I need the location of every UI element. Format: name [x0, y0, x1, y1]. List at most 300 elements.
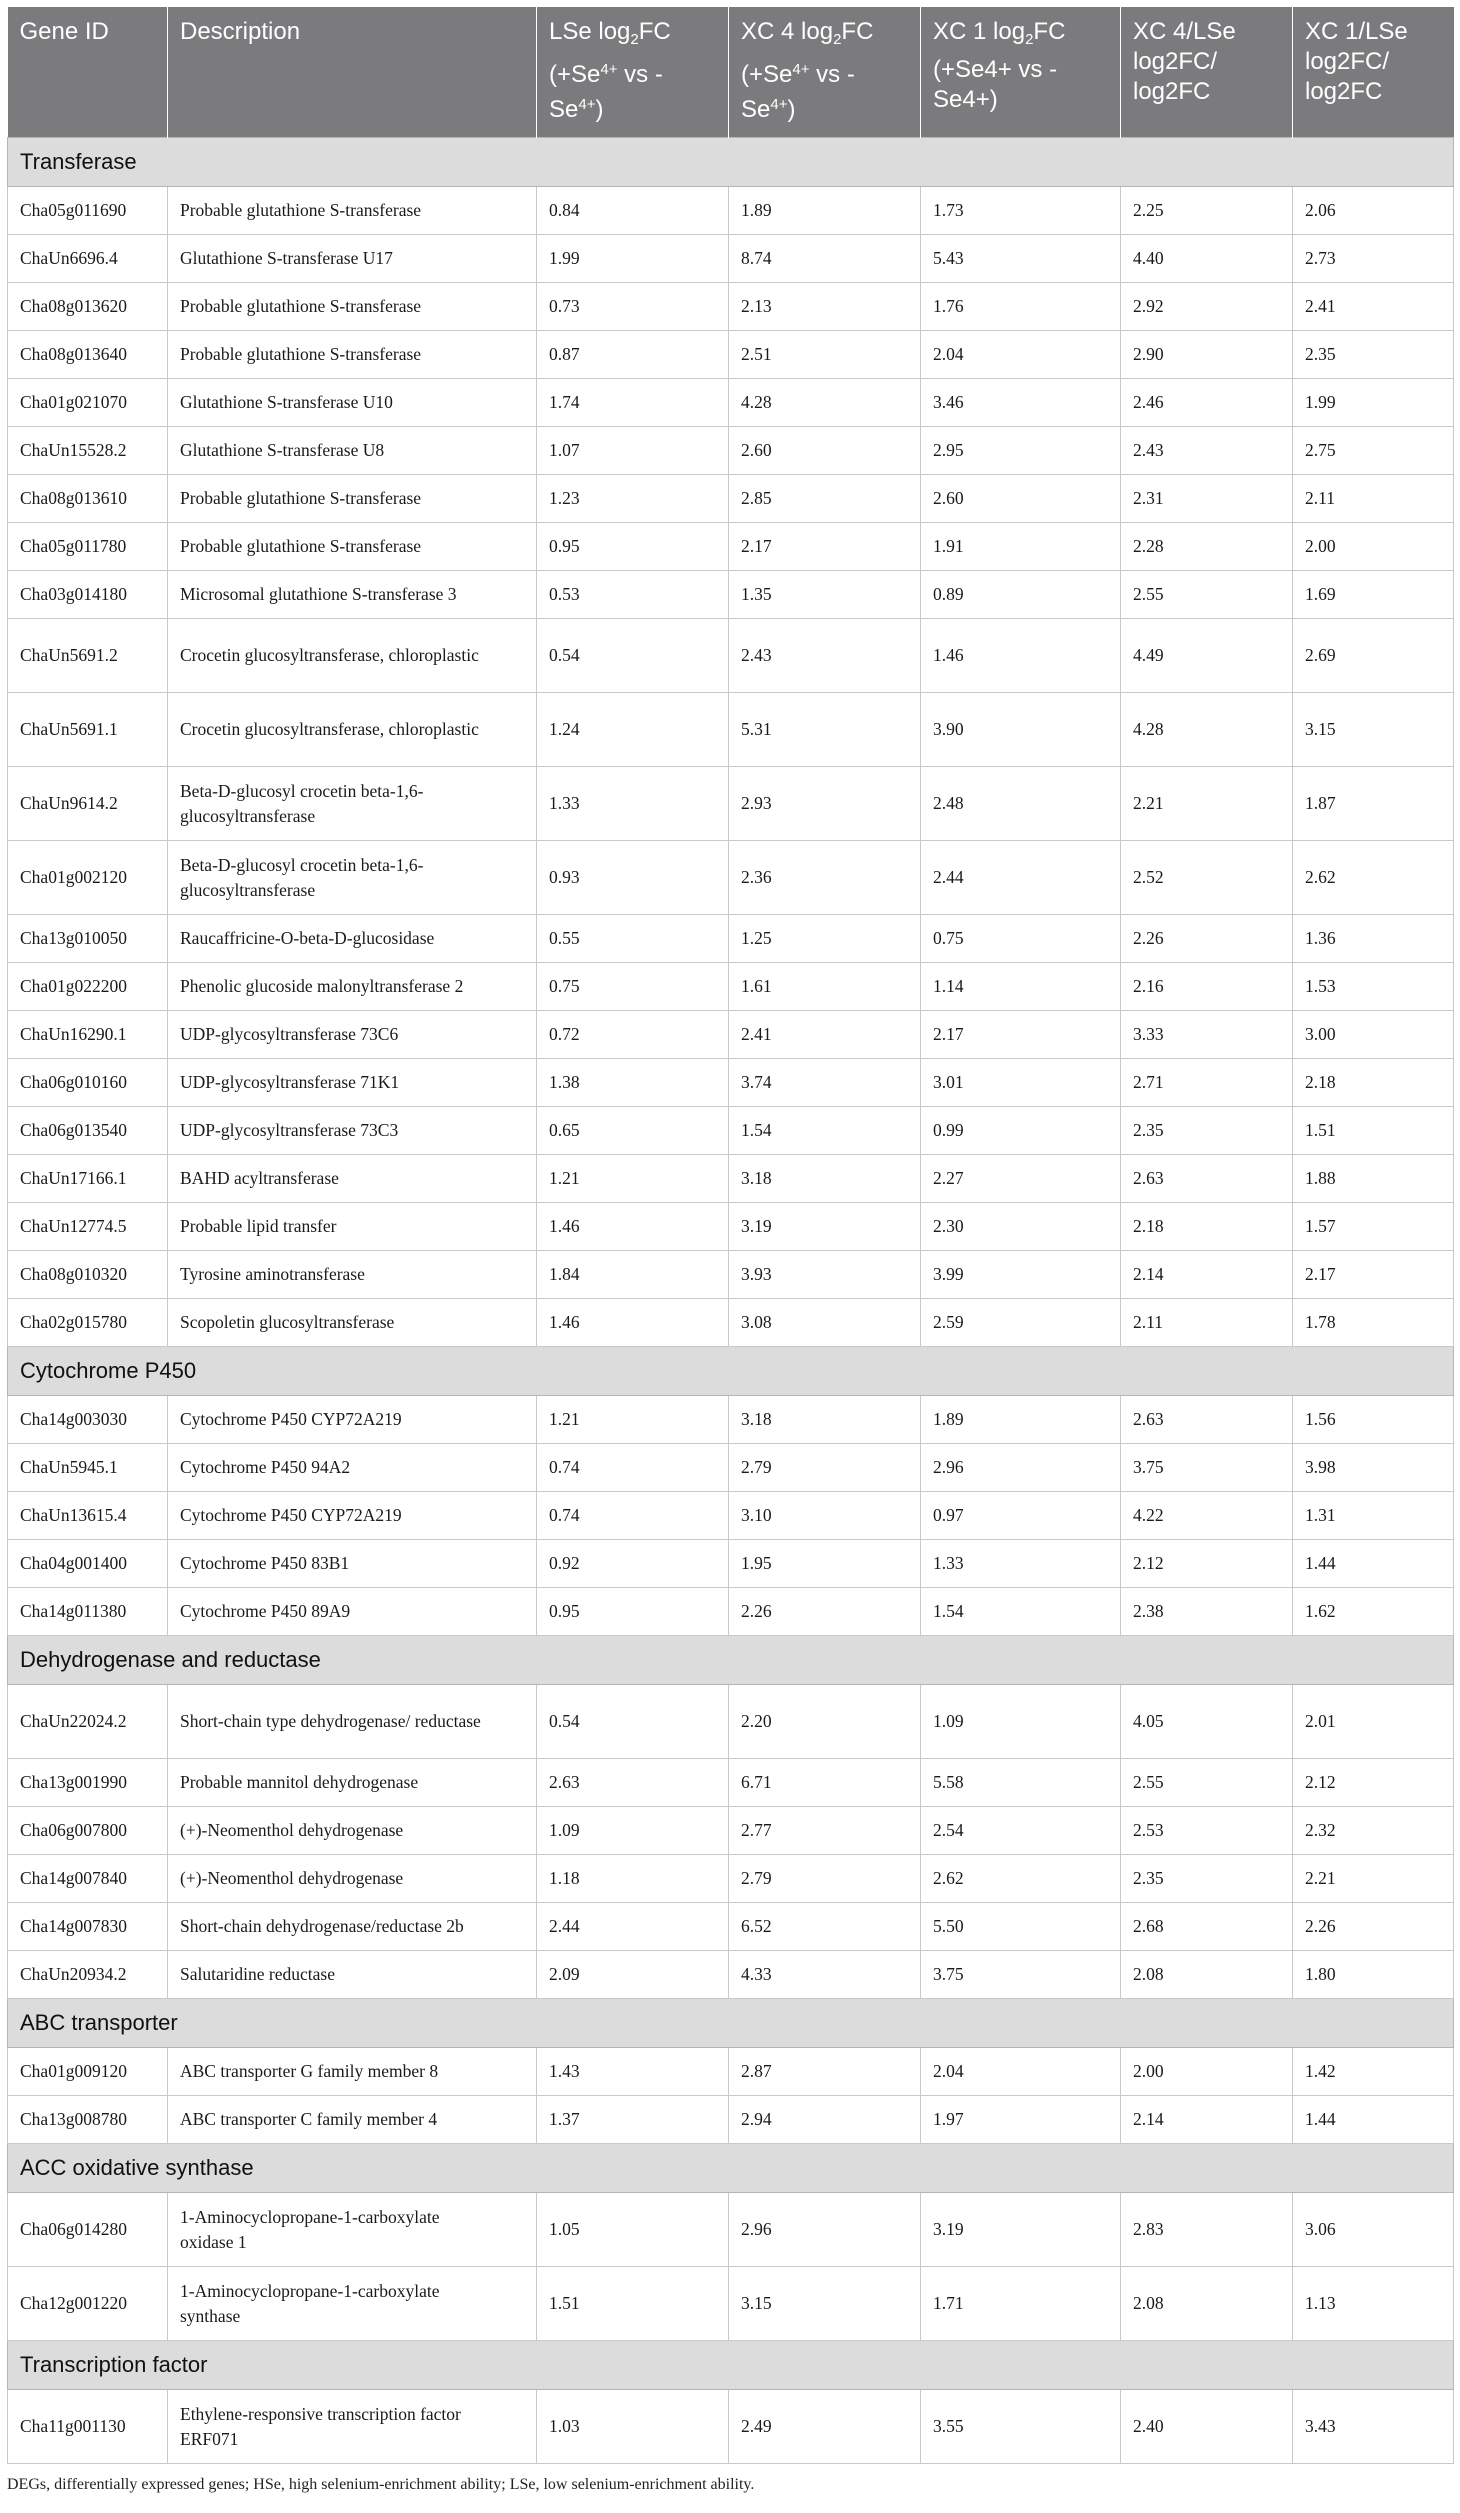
xc1-lse-ratio-cell: 1.42 [1293, 2048, 1454, 2096]
description-cell: Probable mannitol dehydrogenase [168, 1759, 537, 1807]
table-row [8, 915, 1454, 963]
gene-id-cell: Cha05g011690 [8, 187, 168, 235]
xc4-lse-ratio-cell: 3.33 [1121, 1011, 1293, 1059]
xc4-lse-ratio-cell: 2.18 [1121, 1203, 1293, 1251]
section-header-row [8, 1636, 1454, 1685]
xc1-log2fc-cell: 2.60 [921, 475, 1121, 523]
description-cell: Scopoletin glucosyltransferase [168, 1299, 537, 1347]
gene-id-cell: Cha14g011380 [8, 1588, 168, 1636]
table-row [8, 1588, 1454, 1636]
section-title: Dehydrogenase and reductase [8, 1636, 1454, 1685]
table-row [8, 1903, 1454, 1951]
gene-id-cell: Cha14g007830 [8, 1903, 168, 1951]
xc4-lse-ratio-cell: 2.43 [1121, 427, 1293, 475]
header-xc1-lse-ratio: XC 1/LSe log2FC/ log2FC [1293, 7, 1454, 138]
xc1-lse-ratio-cell: 1.80 [1293, 1951, 1454, 1999]
xc4-lse-ratio-cell: 3.75 [1121, 1444, 1293, 1492]
xc4-log2fc-cell: 5.31 [729, 693, 921, 767]
gene-id-cell: ChaUn15528.2 [8, 427, 168, 475]
gene-id-cell: Cha11g001130 [8, 2390, 168, 2464]
gene-id-cell: ChaUn13615.4 [8, 1492, 168, 1540]
gene-id-cell: ChaUn20934.2 [8, 1951, 168, 1999]
table-row [8, 571, 1454, 619]
description-cell: Beta-D-glucosyl crocetin beta-1,6-glucosyltransferase [168, 767, 537, 841]
xc1-log2fc-cell: 2.54 [921, 1807, 1121, 1855]
lse-log2fc-cell: 0.95 [537, 523, 729, 571]
header-xc4-part-a: XC 4 log [741, 18, 834, 45]
xc4-lse-ratio-cell: 2.35 [1121, 1107, 1293, 1155]
xc1-lse-ratio-cell: 2.01 [1293, 1685, 1454, 1759]
description-cell: Crocetin glucosyltransferase, chloroplastic [168, 693, 537, 767]
header-xc4-part-b: FC (+Se [741, 18, 874, 88]
xc4-lse-ratio-cell: 2.55 [1121, 1759, 1293, 1807]
xc1-lse-ratio-cell: 1.51 [1293, 1107, 1454, 1155]
xc1-lse-ratio-cell: 1.88 [1293, 1155, 1454, 1203]
xc4-lse-ratio-cell: 2.90 [1121, 331, 1293, 379]
lse-log2fc-cell: 0.93 [537, 841, 729, 915]
description-cell: Glutathione S-transferase U17 [168, 235, 537, 283]
xc4-log2fc-cell: 3.10 [729, 1492, 921, 1540]
xc1-lse-ratio-cell: 2.11 [1293, 475, 1454, 523]
xc1-lse-ratio-cell: 1.57 [1293, 1203, 1454, 1251]
header-xc4-sup2: 4+ [770, 96, 788, 113]
table-row [8, 2390, 1454, 2464]
lse-log2fc-cell: 1.51 [537, 2267, 729, 2341]
xc1-lse-ratio-cell: 1.78 [1293, 1299, 1454, 1347]
xc1-log2fc-cell: 3.55 [921, 2390, 1121, 2464]
xc1-log2fc-cell: 1.33 [921, 1540, 1121, 1588]
lse-log2fc-cell: 1.46 [537, 1203, 729, 1251]
xc1-log2fc-cell: 5.43 [921, 235, 1121, 283]
gene-id-cell: Cha06g007800 [8, 1807, 168, 1855]
xc1-log2fc-cell: 0.89 [921, 571, 1121, 619]
xc4-log2fc-cell: 2.79 [729, 1444, 921, 1492]
description-cell: BAHD acyltransferase [168, 1155, 537, 1203]
xc1-lse-ratio-cell: 3.00 [1293, 1011, 1454, 1059]
section-header-row [8, 138, 1454, 187]
lse-log2fc-cell: 1.38 [537, 1059, 729, 1107]
gene-id-cell: Cha01g009120 [8, 2048, 168, 2096]
xc4-lse-ratio-cell: 2.25 [1121, 187, 1293, 235]
gene-id-cell: Cha04g001400 [8, 1540, 168, 1588]
xc1-lse-ratio-cell: 3.98 [1293, 1444, 1454, 1492]
xc1-lse-ratio-cell: 2.26 [1293, 1903, 1454, 1951]
description-cell: Ethylene-responsive transcription factor ERF071 [168, 2390, 537, 2464]
description-cell: UDP-glycosyltransferase 71K1 [168, 1059, 537, 1107]
description-cell: (+)-Neomenthol dehydrogenase [168, 1807, 537, 1855]
lse-log2fc-cell: 2.63 [537, 1759, 729, 1807]
gene-id-cell: ChaUn17166.1 [8, 1155, 168, 1203]
lse-log2fc-cell: 0.65 [537, 1107, 729, 1155]
xc4-lse-ratio-cell: 2.40 [1121, 2390, 1293, 2464]
description-cell: Probable glutathione S-transferase [168, 187, 537, 235]
xc1-lse-ratio-cell: 2.73 [1293, 235, 1454, 283]
xc4-lse-ratio-cell: 2.53 [1121, 1807, 1293, 1855]
section-title: ACC oxidative synthase [8, 2144, 1454, 2193]
xc4-log2fc-cell: 3.18 [729, 1155, 921, 1203]
gene-id-cell: Cha12g001220 [8, 2267, 168, 2341]
header-xc4-log2fc [729, 7, 921, 138]
gene-id-cell: Cha01g021070 [8, 379, 168, 427]
xc4-log2fc-cell: 2.79 [729, 1855, 921, 1903]
lse-log2fc-cell: 0.87 [537, 331, 729, 379]
xc4-log2fc-cell: 2.87 [729, 2048, 921, 2096]
xc4-lse-ratio-cell: 4.05 [1121, 1685, 1293, 1759]
gene-id-cell: Cha06g013540 [8, 1107, 168, 1155]
description-cell: Raucaffricine-O-beta-D-glucosidase [168, 915, 537, 963]
xc4-log2fc-cell: 1.89 [729, 187, 921, 235]
description-cell: Cytochrome P450 94A2 [168, 1444, 537, 1492]
table-row [8, 523, 1454, 571]
table-row [8, 1951, 1454, 1999]
lse-log2fc-cell: 1.07 [537, 427, 729, 475]
xc1-log2fc-cell: 2.95 [921, 427, 1121, 475]
xc4-log2fc-cell: 2.85 [729, 475, 921, 523]
table-row [8, 331, 1454, 379]
xc4-log2fc-cell: 1.35 [729, 571, 921, 619]
xc1-lse-ratio-cell: 2.12 [1293, 1759, 1454, 1807]
gene-id-cell: Cha08g013640 [8, 331, 168, 379]
xc1-log2fc-cell: 1.09 [921, 1685, 1121, 1759]
lse-log2fc-cell: 0.75 [537, 963, 729, 1011]
lse-log2fc-cell: 1.74 [537, 379, 729, 427]
xc4-lse-ratio-cell: 2.11 [1121, 1299, 1293, 1347]
xc4-log2fc-cell: 2.17 [729, 523, 921, 571]
table-row [8, 767, 1454, 841]
lse-log2fc-cell: 0.54 [537, 619, 729, 693]
table-row [8, 1107, 1454, 1155]
xc4-lse-ratio-cell: 2.28 [1121, 523, 1293, 571]
xc4-log2fc-cell: 3.74 [729, 1059, 921, 1107]
section-title: Cytochrome P450 [8, 1347, 1454, 1396]
xc4-log2fc-cell: 2.77 [729, 1807, 921, 1855]
xc1-lse-ratio-cell: 2.41 [1293, 283, 1454, 331]
xc1-log2fc-cell: 1.71 [921, 2267, 1121, 2341]
xc4-lse-ratio-cell: 2.83 [1121, 2193, 1293, 2267]
lse-log2fc-cell: 0.53 [537, 571, 729, 619]
xc4-log2fc-cell: 3.18 [729, 1396, 921, 1444]
lse-log2fc-cell: 0.73 [537, 283, 729, 331]
lse-log2fc-cell: 0.72 [537, 1011, 729, 1059]
lse-log2fc-cell: 0.74 [537, 1444, 729, 1492]
table-row [8, 1059, 1454, 1107]
lse-log2fc-cell: 0.92 [537, 1540, 729, 1588]
description-cell: Microsomal glutathione S-transferase 3 [168, 571, 537, 619]
header-lse-part-d: ) [595, 96, 604, 123]
lse-log2fc-cell: 2.44 [537, 1903, 729, 1951]
description-cell: Probable lipid transfer [168, 1203, 537, 1251]
section-header-row [8, 2144, 1454, 2193]
section-header-row [8, 2341, 1454, 2390]
xc1-lse-ratio-cell: 3.06 [1293, 2193, 1454, 2267]
lse-log2fc-cell: 1.18 [537, 1855, 729, 1903]
xc4-lse-ratio-cell: 2.26 [1121, 915, 1293, 963]
header-lse-part-a: LSe log [549, 18, 631, 45]
section-title: Transferase [8, 138, 1454, 187]
description-cell: UDP-glycosyltransferase 73C3 [168, 1107, 537, 1155]
xc4-lse-ratio-cell: 4.28 [1121, 693, 1293, 767]
lse-log2fc-cell: 1.23 [537, 475, 729, 523]
xc1-log2fc-cell: 2.04 [921, 331, 1121, 379]
table-row [8, 2267, 1454, 2341]
xc4-log2fc-cell: 3.93 [729, 1251, 921, 1299]
table-row [8, 1203, 1454, 1251]
xc1-log2fc-cell: 3.99 [921, 1251, 1121, 1299]
xc4-lse-ratio-cell: 2.21 [1121, 767, 1293, 841]
description-cell: Cytochrome P450 89A9 [168, 1588, 537, 1636]
header-lse-sub: 2 [630, 31, 639, 48]
lse-log2fc-cell: 0.54 [537, 1685, 729, 1759]
xc1-lse-ratio-cell: 1.62 [1293, 1588, 1454, 1636]
table-row [8, 2048, 1454, 2096]
description-cell: Probable glutathione S-transferase [168, 283, 537, 331]
xc1-lse-ratio-cell: 1.56 [1293, 1396, 1454, 1444]
xc4-log2fc-cell: 2.96 [729, 2193, 921, 2267]
xc1-log2fc-cell: 0.99 [921, 1107, 1121, 1155]
xc1-log2fc-cell: 1.14 [921, 963, 1121, 1011]
header-lse-part-c: vs -Se [549, 61, 663, 123]
header-lse-log2fc [537, 7, 729, 138]
xc1-log2fc-cell: 2.04 [921, 2048, 1121, 2096]
xc1-log2fc-cell: 2.59 [921, 1299, 1121, 1347]
xc4-log2fc-cell: 1.61 [729, 963, 921, 1011]
gene-id-cell: Cha06g014280 [8, 2193, 168, 2267]
header-xc1-part-a: XC 1 log [933, 18, 1026, 45]
gene-id-cell: Cha02g015780 [8, 1299, 168, 1347]
lse-log2fc-cell: 1.37 [537, 2096, 729, 2144]
table-row [8, 1855, 1454, 1903]
description-cell: Glutathione S-transferase U8 [168, 427, 537, 475]
description-cell: Probable glutathione S-transferase [168, 331, 537, 379]
description-cell: Cytochrome P450 CYP72A219 [168, 1396, 537, 1444]
description-cell: Probable glutathione S-transferase [168, 475, 537, 523]
table-row [8, 475, 1454, 523]
table-row [8, 379, 1454, 427]
description-cell: Cytochrome P450 CYP72A219 [168, 1492, 537, 1540]
lse-log2fc-cell: 0.55 [537, 915, 729, 963]
xc4-log2fc-cell: 3.08 [729, 1299, 921, 1347]
table-header [8, 7, 1454, 138]
xc4-log2fc-cell: 2.49 [729, 2390, 921, 2464]
xc1-lse-ratio-cell: 3.15 [1293, 693, 1454, 767]
xc1-lse-ratio-cell: 2.18 [1293, 1059, 1454, 1107]
description-cell: 1-Aminocyclopropane-1-carboxylate synthase [168, 2267, 537, 2341]
xc4-log2fc-cell: 2.93 [729, 767, 921, 841]
gene-id-cell: Cha13g001990 [8, 1759, 168, 1807]
xc1-log2fc-cell: 5.50 [921, 1903, 1121, 1951]
header-xc4-lse-ratio: XC 4/LSe log2FC/ log2FC [1121, 7, 1293, 138]
xc1-log2fc-cell: 3.01 [921, 1059, 1121, 1107]
xc1-lse-ratio-cell: 1.69 [1293, 571, 1454, 619]
gene-id-cell: Cha14g003030 [8, 1396, 168, 1444]
table-row [8, 187, 1454, 235]
xc4-lse-ratio-cell: 4.22 [1121, 1492, 1293, 1540]
xc4-log2fc-cell: 2.43 [729, 619, 921, 693]
xc4-lse-ratio-cell: 2.68 [1121, 1903, 1293, 1951]
gene-id-cell: Cha05g011780 [8, 523, 168, 571]
xc4-log2fc-cell: 4.28 [729, 379, 921, 427]
xc4-lse-ratio-cell: 2.38 [1121, 1588, 1293, 1636]
xc4-log2fc-cell: 2.13 [729, 283, 921, 331]
lse-log2fc-cell: 1.84 [537, 1251, 729, 1299]
xc4-log2fc-cell: 1.25 [729, 915, 921, 963]
xc4-lse-ratio-cell: 2.00 [1121, 2048, 1293, 2096]
xc1-log2fc-cell: 2.44 [921, 841, 1121, 915]
table-row [8, 1396, 1454, 1444]
description-cell: Probable glutathione S-transferase [168, 523, 537, 571]
xc4-lse-ratio-cell: 2.35 [1121, 1855, 1293, 1903]
xc1-log2fc-cell: 3.90 [921, 693, 1121, 767]
table-row [8, 619, 1454, 693]
header-lse-sup2: 4+ [578, 96, 596, 113]
xc1-log2fc-cell: 3.75 [921, 1951, 1121, 1999]
lse-log2fc-cell: 1.33 [537, 767, 729, 841]
xc4-log2fc-cell: 6.71 [729, 1759, 921, 1807]
gene-id-cell: ChaUn5691.1 [8, 693, 168, 767]
table-row [8, 1011, 1454, 1059]
gene-expression-table [7, 7, 1454, 2464]
header-xc4-sub: 2 [833, 31, 842, 48]
xc1-lse-ratio-cell: 2.00 [1293, 523, 1454, 571]
gene-id-cell: ChaUn6696.4 [8, 235, 168, 283]
lse-log2fc-cell: 0.74 [537, 1492, 729, 1540]
gene-id-cell: Cha03g014180 [8, 571, 168, 619]
table-row [8, 2193, 1454, 2267]
xc4-log2fc-cell: 2.36 [729, 841, 921, 915]
xc4-lse-ratio-cell: 4.49 [1121, 619, 1293, 693]
xc1-log2fc-cell: 2.27 [921, 1155, 1121, 1203]
xc4-lse-ratio-cell: 2.16 [1121, 963, 1293, 1011]
table-row [8, 841, 1454, 915]
table-row [8, 2096, 1454, 2144]
description-cell: ABC transporter G family member 8 [168, 2048, 537, 2096]
lse-log2fc-cell: 1.21 [537, 1155, 729, 1203]
table-container [7, 7, 1453, 2464]
xc1-log2fc-cell: 2.17 [921, 1011, 1121, 1059]
table-row [8, 963, 1454, 1011]
xc1-lse-ratio-cell: 1.13 [1293, 2267, 1454, 2341]
description-cell: Short-chain dehydrogenase/reductase 2b [168, 1903, 537, 1951]
xc1-log2fc-cell: 1.54 [921, 1588, 1121, 1636]
table-row [8, 1685, 1454, 1759]
xc1-lse-ratio-cell: 1.99 [1293, 379, 1454, 427]
table-row [8, 1492, 1454, 1540]
table-row [8, 1807, 1454, 1855]
description-cell: ABC transporter C family member 4 [168, 2096, 537, 2144]
xc1-lse-ratio-cell: 1.44 [1293, 2096, 1454, 2144]
lse-log2fc-cell: 1.21 [537, 1396, 729, 1444]
xc1-lse-ratio-cell: 2.69 [1293, 619, 1454, 693]
header-lse-part-b: FC (+Se [549, 18, 671, 88]
xc4-log2fc-cell: 3.19 [729, 1203, 921, 1251]
section-header-row [8, 1999, 1454, 2048]
xc4-lse-ratio-cell: 2.46 [1121, 379, 1293, 427]
xc1-log2fc-cell: 5.58 [921, 1759, 1121, 1807]
table-row [8, 1299, 1454, 1347]
lse-log2fc-cell: 1.24 [537, 693, 729, 767]
description-cell: Phenolic glucoside malonyltransferase 2 [168, 963, 537, 1011]
table-row [8, 1155, 1454, 1203]
description-cell: Salutaridine reductase [168, 1951, 537, 1999]
xc1-lse-ratio-cell: 1.44 [1293, 1540, 1454, 1588]
xc1-lse-ratio-cell: 2.35 [1293, 331, 1454, 379]
xc1-log2fc-cell: 0.97 [921, 1492, 1121, 1540]
xc4-log2fc-cell: 2.94 [729, 2096, 921, 2144]
lse-log2fc-cell: 0.95 [537, 1588, 729, 1636]
gene-id-cell: Cha08g010320 [8, 1251, 168, 1299]
xc1-log2fc-cell: 1.73 [921, 187, 1121, 235]
xc1-log2fc-cell: 1.76 [921, 283, 1121, 331]
xc4-lse-ratio-cell: 2.08 [1121, 2267, 1293, 2341]
description-cell: Cytochrome P450 83B1 [168, 1540, 537, 1588]
xc4-log2fc-cell: 2.51 [729, 331, 921, 379]
description-cell: 1-Aminocyclopropane-1-carboxylate oxidase 1 [168, 2193, 537, 2267]
lse-log2fc-cell: 0.84 [537, 187, 729, 235]
header-description: Description [168, 7, 537, 138]
xc4-lse-ratio-cell: 2.63 [1121, 1155, 1293, 1203]
section-title: Transcription factor [8, 2341, 1454, 2390]
lse-log2fc-cell: 1.09 [537, 1807, 729, 1855]
xc4-lse-ratio-cell: 2.71 [1121, 1059, 1293, 1107]
gene-id-cell: ChaUn22024.2 [8, 1685, 168, 1759]
xc4-lse-ratio-cell: 2.14 [1121, 1251, 1293, 1299]
description-cell: UDP-glycosyltransferase 73C6 [168, 1011, 537, 1059]
description-cell: Tyrosine aminotransferase [168, 1251, 537, 1299]
xc4-log2fc-cell: 1.54 [729, 1107, 921, 1155]
xc4-lse-ratio-cell: 2.12 [1121, 1540, 1293, 1588]
table-row [8, 693, 1454, 767]
header-lse-sup1: 4+ [600, 61, 618, 78]
xc1-lse-ratio-cell: 2.17 [1293, 1251, 1454, 1299]
xc4-lse-ratio-cell: 4.40 [1121, 235, 1293, 283]
xc4-log2fc-cell: 2.20 [729, 1685, 921, 1759]
gene-id-cell: Cha08g013620 [8, 283, 168, 331]
lse-log2fc-cell: 1.99 [537, 235, 729, 283]
xc4-log2fc-cell: 6.52 [729, 1903, 921, 1951]
table-row [8, 427, 1454, 475]
description-cell: (+)-Neomenthol dehydrogenase [168, 1855, 537, 1903]
section-header-row [8, 1347, 1454, 1396]
lse-log2fc-cell: 1.03 [537, 2390, 729, 2464]
section-title: ABC transporter [8, 1999, 1454, 2048]
gene-id-cell: Cha01g002120 [8, 841, 168, 915]
xc4-log2fc-cell: 4.33 [729, 1951, 921, 1999]
xc4-log2fc-cell: 8.74 [729, 235, 921, 283]
xc1-lse-ratio-cell: 2.06 [1293, 187, 1454, 235]
gene-id-cell: ChaUn5945.1 [8, 1444, 168, 1492]
xc1-lse-ratio-cell: 1.31 [1293, 1492, 1454, 1540]
xc1-lse-ratio-cell: 2.32 [1293, 1807, 1454, 1855]
xc4-lse-ratio-cell: 2.63 [1121, 1396, 1293, 1444]
xc1-log2fc-cell: 0.75 [921, 915, 1121, 963]
table-row [8, 1759, 1454, 1807]
xc1-log2fc-cell: 1.97 [921, 2096, 1121, 2144]
lse-log2fc-cell: 1.05 [537, 2193, 729, 2267]
xc1-lse-ratio-cell: 2.75 [1293, 427, 1454, 475]
xc1-log2fc-cell: 3.46 [921, 379, 1121, 427]
xc1-log2fc-cell: 2.48 [921, 767, 1121, 841]
gene-id-cell: Cha01g022200 [8, 963, 168, 1011]
xc1-lse-ratio-cell: 2.62 [1293, 841, 1454, 915]
xc4-log2fc-cell: 2.41 [729, 1011, 921, 1059]
xc4-log2fc-cell: 2.60 [729, 427, 921, 475]
xc1-lse-ratio-cell: 1.87 [1293, 767, 1454, 841]
xc1-log2fc-cell: 1.89 [921, 1396, 1121, 1444]
gene-id-cell: ChaUn9614.2 [8, 767, 168, 841]
xc1-lse-ratio-cell: 3.43 [1293, 2390, 1454, 2464]
xc1-lse-ratio-cell: 1.53 [1293, 963, 1454, 1011]
gene-id-cell: Cha13g008780 [8, 2096, 168, 2144]
